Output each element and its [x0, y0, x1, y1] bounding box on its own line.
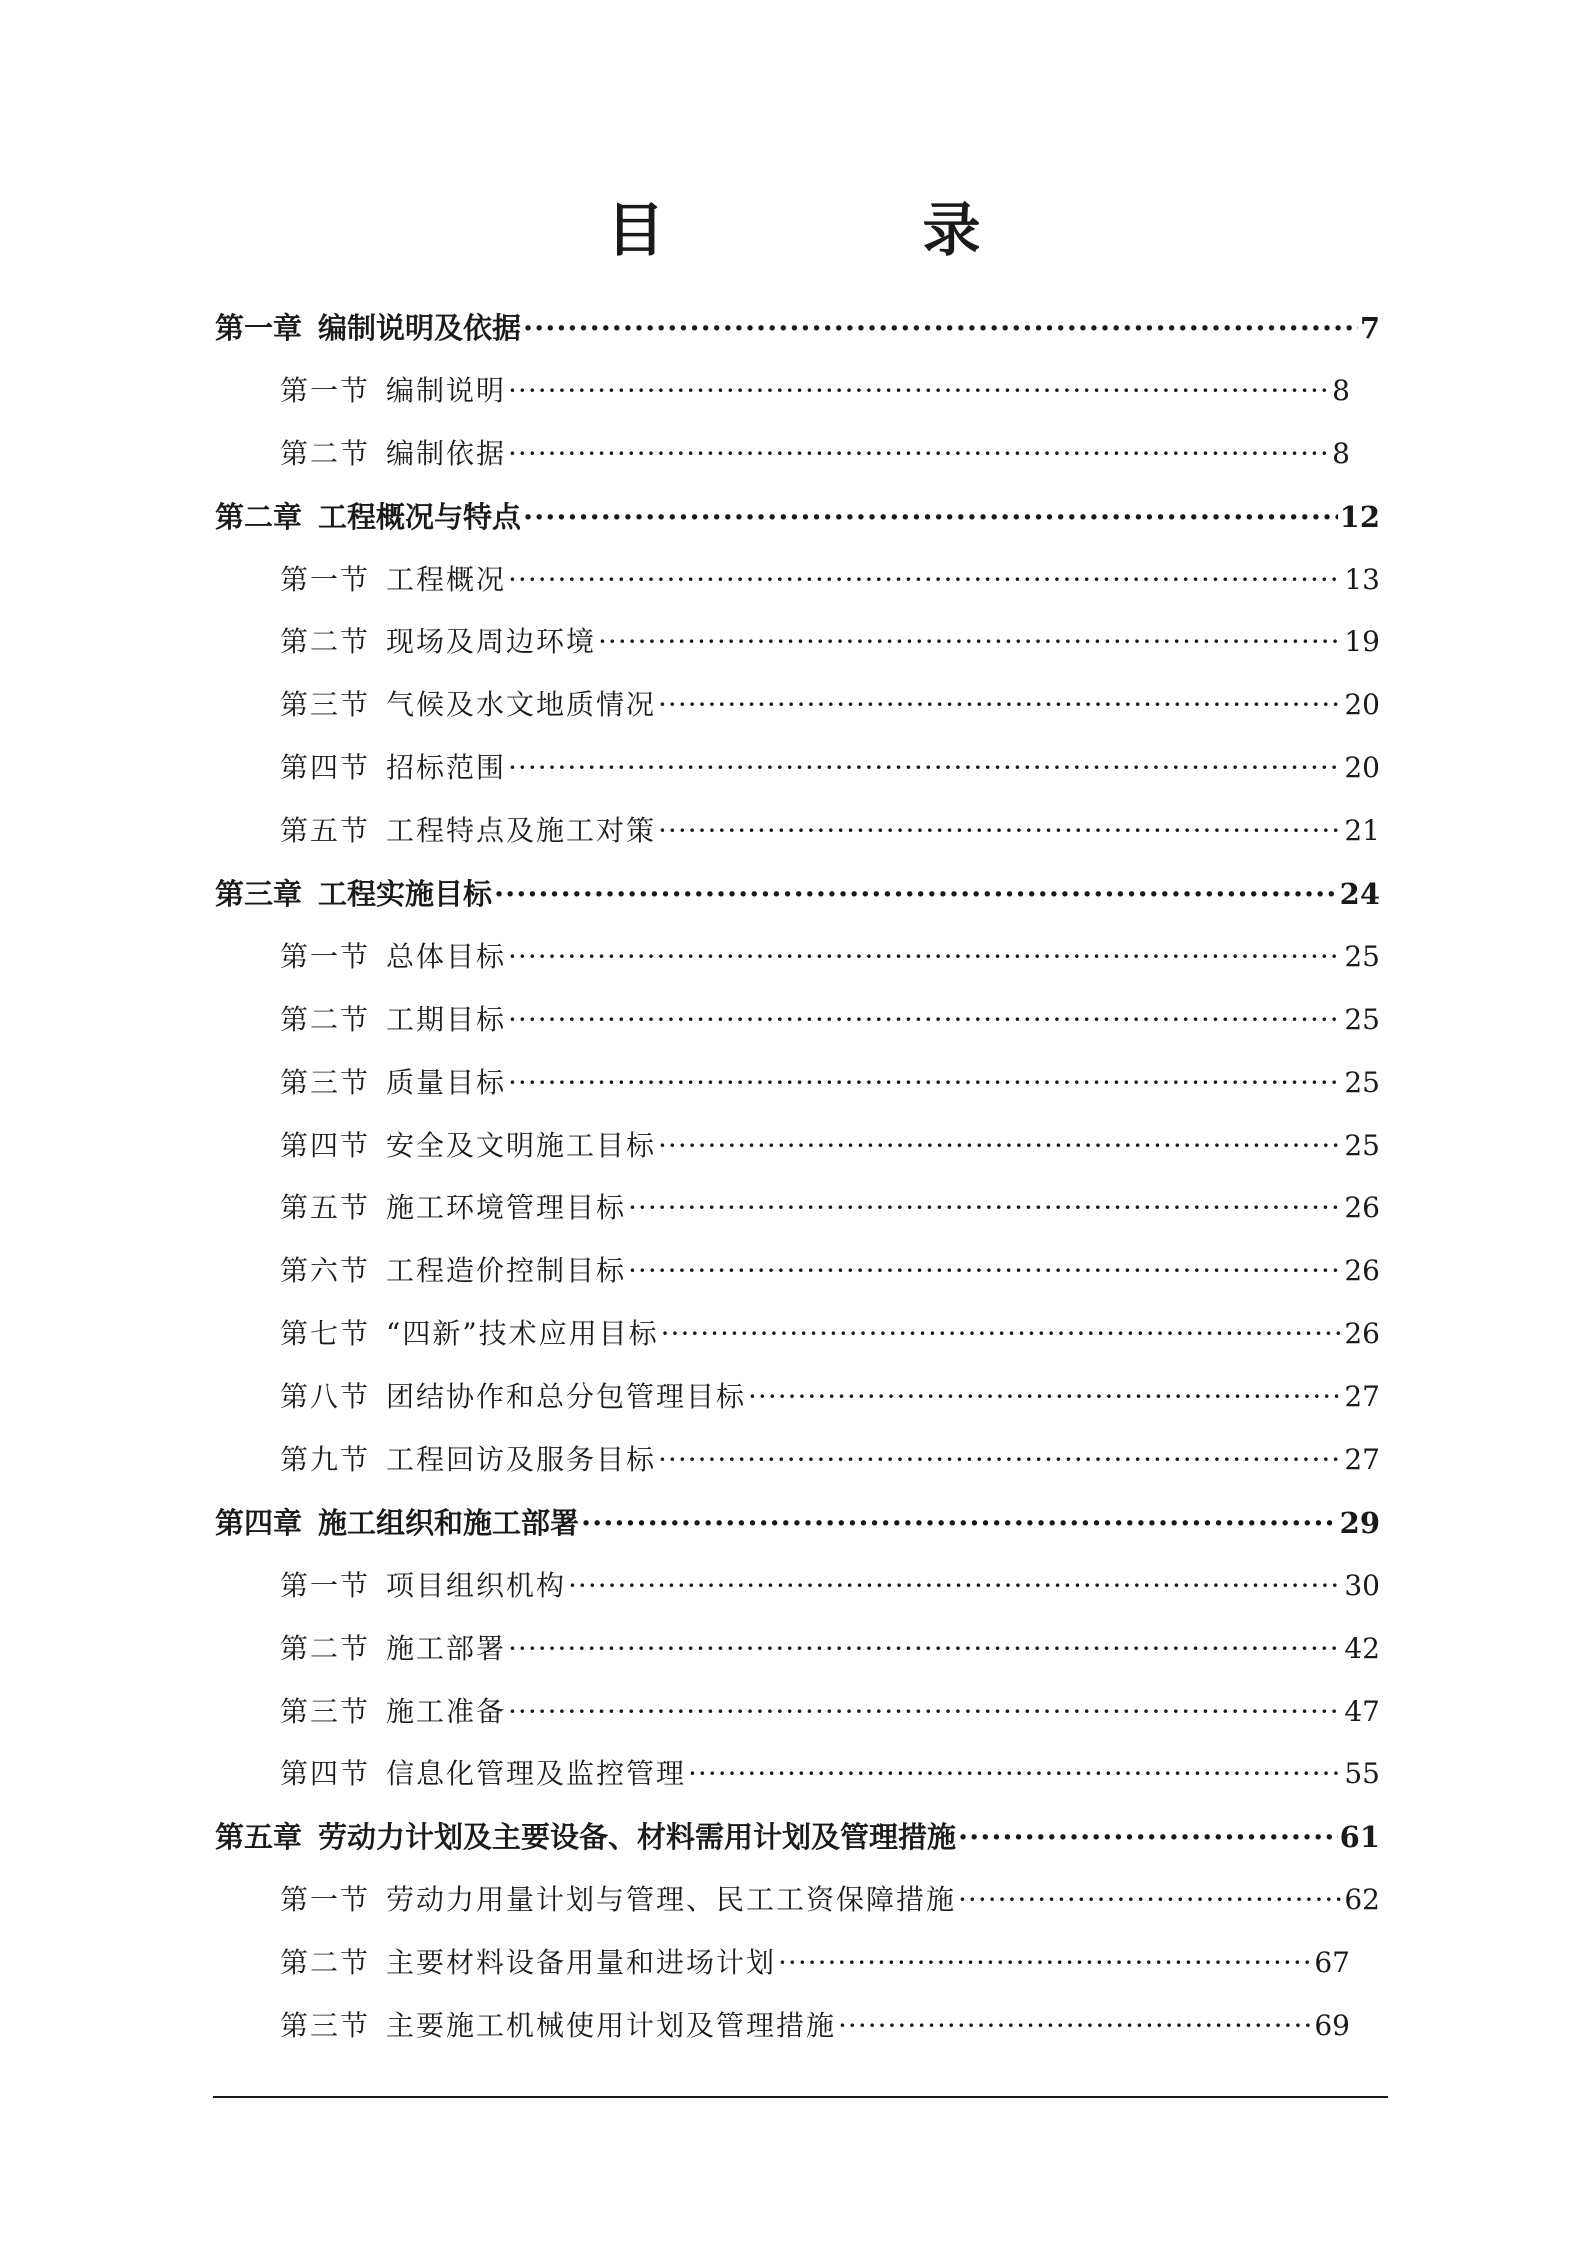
toc-entry-number: 第一章	[215, 311, 303, 345]
toc-entry-label: 总体目标	[386, 939, 507, 973]
toc-entry-label: 工程概况	[386, 562, 507, 596]
page-title: 目 录	[606, 196, 1081, 264]
toc-entry[interactable]	[215, 1492, 1380, 1555]
toc-entry-label: 现场及周边环境	[386, 625, 597, 659]
toc-entry[interactable]	[215, 423, 1380, 486]
toc-entry-number: 第一节	[280, 1568, 371, 1602]
toc-entry-page: 7	[1359, 311, 1380, 345]
toc-leader-dots	[628, 1177, 1342, 1240]
toc-entry[interactable]	[215, 1115, 1380, 1178]
toc-entry-label: 工程回访及服务目标	[386, 1443, 657, 1477]
toc-entry-number: 第二节	[280, 1946, 371, 1980]
toc-entry-label: 施工部署	[386, 1631, 507, 1665]
toc-entry-page: 27	[1344, 1443, 1380, 1477]
toc-entry-label: 施工准备	[386, 1694, 507, 1728]
toc-leader-dots	[523, 486, 1338, 549]
footer-divider	[213, 2096, 1388, 2098]
toc-entry[interactable]	[215, 1869, 1380, 1932]
toc-entry-number: 第三节	[280, 1065, 371, 1099]
toc-entry-number: 第二节	[280, 1631, 371, 1665]
toc-leader-dots	[658, 674, 1342, 737]
toc-leader-dots	[958, 1806, 1338, 1869]
toc-leader-dots	[658, 1115, 1342, 1178]
toc-entry-page: 26	[1344, 1317, 1380, 1351]
toc-entry-page: 27	[1344, 1380, 1380, 1414]
toc-leader-dots	[658, 1429, 1342, 1492]
toc-entry-page: 8	[1332, 373, 1350, 407]
toc-entry-label: 工程造价控制目标	[386, 1254, 627, 1288]
toc-entry[interactable]	[215, 1743, 1380, 1806]
toc-entry-label: 主要材料设备用量和进场计划	[386, 1946, 777, 1980]
toc-entry-label: 招标范围	[386, 751, 507, 785]
toc-entry-label: 工期目标	[386, 1002, 507, 1036]
toc-entry[interactable]	[215, 1429, 1380, 1492]
toc-entry-label: 安全及文明施工目标	[386, 1128, 657, 1162]
toc-leader-dots	[508, 549, 1342, 612]
toc-entry-page: 13	[1344, 562, 1380, 596]
toc-entry-page: 19	[1344, 625, 1380, 659]
toc-entry[interactable]	[215, 989, 1380, 1052]
toc-entry-page: 25	[1344, 1002, 1380, 1036]
toc-entry[interactable]	[215, 1366, 1380, 1429]
toc-entry[interactable]	[215, 926, 1380, 989]
toc-entry-label: 编制说明及依据	[318, 311, 522, 345]
toc-entry-label: 质量目标	[386, 1065, 507, 1099]
toc-entry-number: 第三节	[280, 688, 371, 722]
toc-entry-page: 25	[1344, 939, 1380, 973]
toc-entry-label: 劳动力用量计划与管理、民工工资保障措施	[386, 1883, 957, 1917]
toc-leader-dots	[838, 1995, 1312, 2058]
toc-entry[interactable]	[215, 549, 1380, 612]
toc-entry-label: 信息化管理及监控管理	[386, 1757, 687, 1791]
toc-entry-number: 第三节	[280, 2009, 371, 2043]
toc-entry-number: 第五章	[215, 1820, 303, 1855]
toc-entry-label: “四新”技术应用目标	[386, 1317, 659, 1351]
toc-entry-label: 编制说明	[386, 373, 507, 407]
toc-entry-page: 8	[1332, 436, 1350, 470]
toc-entry-page: 47	[1344, 1694, 1380, 1728]
toc-leader-dots	[688, 1743, 1342, 1806]
toc-entry[interactable]	[215, 737, 1380, 800]
toc-leader-dots	[628, 1240, 1342, 1303]
toc-entry[interactable]	[215, 611, 1380, 674]
toc-entry-number: 第七节	[280, 1317, 371, 1351]
toc-entry-label: 工程概况与特点	[318, 499, 522, 534]
toc-entry-label: 编制依据	[386, 436, 507, 470]
toc-entry-page: 25	[1344, 1065, 1380, 1099]
toc-leader-dots	[748, 1366, 1342, 1429]
toc-entry-number: 第五节	[280, 1191, 371, 1225]
toc-entry[interactable]	[215, 1177, 1380, 1240]
toc-entry-page: 20	[1344, 751, 1380, 785]
toc-leader-dots	[508, 360, 1330, 423]
toc-entry-label: 施工组织和施工部署	[318, 1505, 580, 1540]
toc-leader-dots	[598, 611, 1342, 674]
toc-entry[interactable]	[215, 800, 1380, 863]
toc-entry-number: 第一节	[280, 373, 371, 407]
toc-leader-dots	[508, 1618, 1342, 1681]
toc-entry-number: 第三章	[215, 877, 303, 912]
toc-entry[interactable]	[215, 486, 1380, 549]
toc-entry-number: 第四章	[215, 1505, 303, 1540]
toc-entry-page: 55	[1344, 1757, 1380, 1791]
toc-leader-dots	[778, 1932, 1312, 1995]
toc-entry[interactable]	[215, 1555, 1380, 1618]
toc-entry-label: 施工环境管理目标	[386, 1191, 627, 1225]
toc-entry-page: 29	[1339, 1505, 1380, 1540]
toc-entry[interactable]	[215, 863, 1380, 926]
toc-entry-number: 第一节	[280, 562, 371, 596]
toc-entry-page: 42	[1344, 1631, 1380, 1665]
toc-entry-page: 12	[1339, 499, 1380, 534]
toc-leader-dots	[508, 423, 1330, 486]
toc-entry-page: 20	[1344, 688, 1380, 722]
toc-entry-number: 第九节	[280, 1443, 371, 1477]
toc-leader-dots	[494, 863, 1338, 926]
toc-entry[interactable]	[215, 1995, 1380, 2058]
toc-leader-dots	[661, 1303, 1343, 1366]
toc-entry-page: 67	[1314, 1946, 1350, 1980]
toc-entry[interactable]	[215, 1052, 1380, 1115]
toc-entry-number: 第四节	[280, 1128, 371, 1162]
toc-leader-dots	[508, 926, 1342, 989]
toc-entry-label: 团结协作和总分包管理目标	[386, 1380, 747, 1414]
toc-entry[interactable]	[215, 674, 1380, 737]
toc-entry-number: 第一节	[280, 939, 371, 973]
toc-entry-number: 第六节	[280, 1254, 371, 1288]
toc-entry-label: 项目组织机构	[386, 1568, 567, 1602]
toc-leader-dots	[508, 989, 1342, 1052]
toc-entry-number: 第一节	[280, 1883, 371, 1917]
toc-entry-number: 第四节	[280, 1757, 371, 1791]
toc-entry-label: 劳动力计划及主要设备、材料需用计划及管理措施	[318, 1820, 957, 1855]
toc-entry-page: 62	[1344, 1883, 1380, 1917]
toc-entry-number: 第二节	[280, 436, 371, 470]
toc-entry[interactable]	[215, 297, 1380, 360]
toc-entry-number: 第二节	[280, 1002, 371, 1036]
toc-leader-dots	[508, 737, 1342, 800]
toc-entry-label: 主要施工机械使用计划及管理措施	[386, 2009, 837, 2043]
toc-entry-label: 工程特点及施工对策	[386, 814, 657, 848]
toc-entry-page: 25	[1344, 1128, 1380, 1162]
toc-leader-dots	[508, 1052, 1342, 1115]
toc-entry-label: 气候及水文地质情况	[386, 688, 657, 722]
toc-leader-dots	[523, 297, 1358, 360]
toc-entry-page: 26	[1344, 1191, 1380, 1225]
toc-entry-page: 21	[1344, 814, 1380, 848]
toc-entry-number: 第八节	[280, 1380, 371, 1414]
toc-entry-page: 24	[1339, 877, 1380, 912]
toc-entry-page: 61	[1339, 1820, 1380, 1855]
toc-entry[interactable]	[215, 1240, 1380, 1303]
toc-entry-number: 第二节	[280, 625, 371, 659]
toc-entry-number: 第二章	[215, 499, 303, 534]
toc-entry[interactable]	[215, 1618, 1380, 1681]
toc-entry-number: 第五节	[280, 814, 371, 848]
toc-entry-page: 30	[1344, 1568, 1380, 1602]
toc-entry[interactable]	[215, 1303, 1380, 1366]
toc-entry[interactable]	[215, 1806, 1380, 1869]
toc-entry-number: 第三节	[280, 1694, 371, 1728]
toc-entry-number: 第四节	[280, 751, 371, 785]
toc-entry[interactable]	[215, 1681, 1380, 1744]
toc-leader-dots	[958, 1869, 1342, 1932]
table-of-contents	[215, 297, 1380, 2058]
toc-leader-dots	[658, 800, 1342, 863]
toc-leader-dots	[568, 1555, 1342, 1618]
toc-entry-page: 26	[1344, 1254, 1380, 1288]
toc-entry[interactable]	[215, 1932, 1380, 1995]
toc-leader-dots	[581, 1492, 1338, 1555]
toc-entry-page: 69	[1314, 2009, 1350, 2043]
toc-entry[interactable]	[215, 360, 1380, 423]
toc-leader-dots	[508, 1681, 1342, 1744]
toc-entry-label: 工程实施目标	[318, 877, 493, 912]
